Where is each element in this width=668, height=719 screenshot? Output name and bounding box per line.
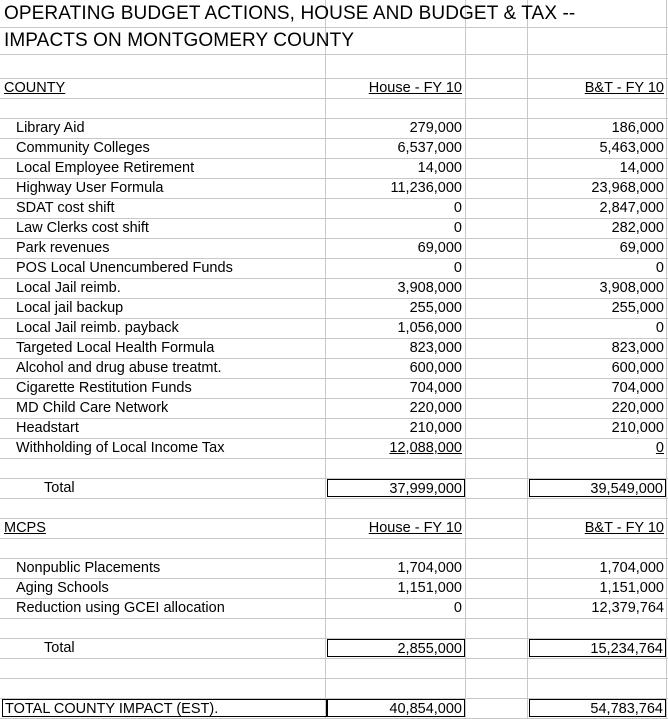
grid-hline [0,458,668,459]
county-row-bt: 823,000 [611,340,664,356]
mcps-row-house: 1,151,000 [397,580,462,596]
county-row-bt: 5,463,000 [599,140,664,156]
county-row-house: 3,908,000 [397,280,462,296]
mcps-row-label: Reduction using GCEI allocation [16,600,225,616]
county-row-label: Local jail backup [16,300,124,316]
county-house-col-header: House - FY 10 [368,80,462,96]
county-row-label: Withholding of Local Income Tax [16,440,225,456]
county-row-bt: 0 [655,260,664,276]
county-row-bt: 14,000 [619,160,664,176]
county-row-label: Headstart [16,420,79,436]
grid-hline [0,658,668,659]
county-row-label: Alcohol and drug abuse treatmt. [16,360,222,376]
county-row-bt: 23,968,000 [591,180,664,196]
grid-vline [325,0,326,719]
sheet-title-line2: IMPACTS ON MONTGOMERY COUNTY [4,30,355,51]
county-row-label: Cigarette Restitution Funds [16,380,192,396]
mcps-row-bt: 12,379,764 [591,600,664,616]
county-row-house: 600,000 [409,360,462,376]
county-row-house: 0 [453,200,462,216]
county-row-house: 255,000 [409,300,462,316]
county-row-bt: 0 [655,320,664,336]
grand-total-label: TOTAL COUNTY IMPACT (EST). [2,699,327,717]
mcps-total-house: 2,855,000 [327,639,465,657]
grid-hline [0,678,668,679]
mcps-house-col-header: House - FY 10 [368,520,462,536]
county-row-house: 0 [453,220,462,236]
county-row-bt: 255,000 [611,300,664,316]
county-row-bt: 210,000 [611,420,664,436]
county-row-bt: 220,000 [611,400,664,416]
grid-hline [0,618,668,619]
county-row-label: Law Clerks cost shift [16,220,149,236]
mcps-row-bt: 1,151,000 [599,580,664,596]
county-row-label: SDAT cost shift [16,200,115,216]
county-row-bt: 704,000 [611,380,664,396]
county-row-house: 69,000 [417,240,462,256]
county-row-house: 823,000 [409,340,462,356]
county-row-label: MD Child Care Network [16,400,169,416]
county-row-bt: 0 [655,440,664,456]
mcps-row-label: Nonpublic Placements [16,560,161,576]
grid-hline [0,538,668,539]
county-row-house: 0 [453,260,462,276]
grid-hline [0,98,668,99]
grid-hline [0,54,668,55]
mcps-total-bt: 15,234,764 [529,639,666,657]
county-total-label: Total [44,480,75,496]
county-row-label: Community Colleges [16,140,150,156]
grid-vline [465,0,466,719]
county-row-bt: 69,000 [619,240,664,256]
county-row-house: 279,000 [409,120,462,136]
mcps-row-house: 1,704,000 [397,560,462,576]
mcps-section-header: MCPS [4,520,46,536]
county-row-label: Local Jail reimb. payback [16,320,179,336]
grand-total-house: 40,854,000 [327,699,465,717]
county-row-bt: 186,000 [611,120,664,136]
grid-vline [527,0,528,719]
county-total-house: 37,999,000 [327,479,465,497]
county-section-header: COUNTY [4,80,66,96]
county-row-house: 6,537,000 [397,140,462,156]
county-row-label: Highway User Formula [16,180,164,196]
county-row-house: 1,056,000 [397,320,462,336]
county-row-house: 220,000 [409,400,462,416]
county-row-bt: 2,847,000 [599,200,664,216]
county-row-house: 704,000 [409,380,462,396]
county-row-label: POS Local Unencumbered Funds [16,260,233,276]
mcps-row-house: 0 [453,600,462,616]
grand-total-bt: 54,783,764 [529,699,666,717]
county-row-bt: 600,000 [611,360,664,376]
county-row-label: Library Aid [16,120,85,136]
county-row-bt: 282,000 [611,220,664,236]
county-row-house: 12,088,000 [389,440,462,456]
county-row-label: Targeted Local Health Formula [16,340,215,356]
county-row-label: Park revenues [16,240,110,256]
sheet-title-line1: OPERATING BUDGET ACTIONS, HOUSE AND BUDGET & TAX -- [4,3,576,24]
mcps-row-bt: 1,704,000 [599,560,664,576]
county-row-house: 11,236,000 [390,180,462,196]
grid-hline [0,498,668,499]
county-row-label: Local Employee Retirement [16,160,195,176]
mcps-bt-col-header: B&T - FY 10 [584,520,664,536]
mcps-row-label: Aging Schools [16,580,109,596]
county-row-bt: 3,908,000 [599,280,664,296]
mcps-total-label: Total [44,640,75,656]
county-row-label: Local Jail reimb. [16,280,121,296]
county-row-house: 14,000 [417,160,462,176]
grid-vline [666,0,667,719]
county-row-house: 210,000 [409,420,462,436]
county-bt-col-header: B&T - FY 10 [584,80,664,96]
county-total-bt: 39,549,000 [529,479,666,497]
